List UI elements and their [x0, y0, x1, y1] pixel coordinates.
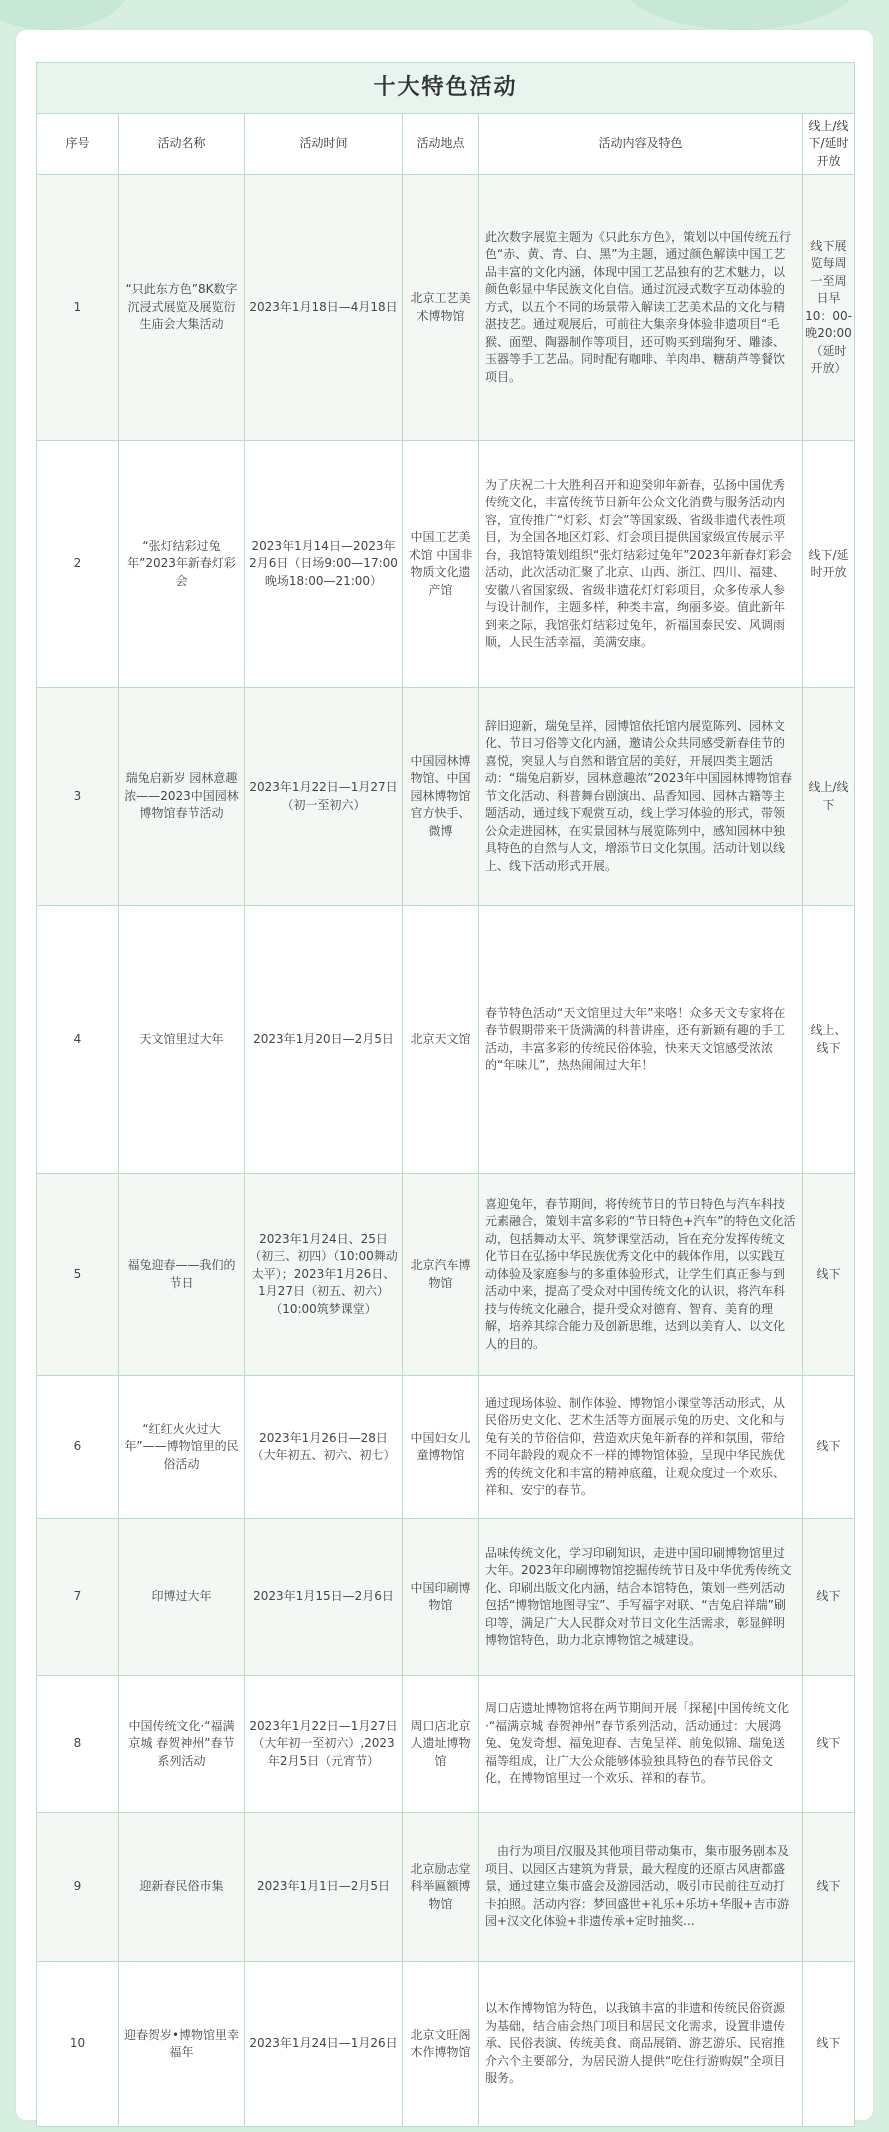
activity-mode: 线下: [803, 1376, 855, 1519]
activity-name: 迎新春民俗市集: [119, 1813, 245, 1962]
activity-name: “张灯结彩过兔年”2023年新春灯彩会: [119, 441, 245, 688]
activity-place: 中国印刷博物馆: [403, 1519, 479, 1676]
activity-name: 印博过大年: [119, 1519, 245, 1676]
activity-content: 辞旧迎新，瑞兔呈祥，园博馆依托馆内展览陈列、园林文化、节日习俗等文化内涵，邀请公众共同感受新春佳节的喜悦，突显人与自然和谐宜居的美好，开展四类主题活动：“瑞兔启新岁，园林意趣浓”2023年中国园林博物馆春节文化活动、科普舞台剧演出、品香知园、园林古籍等主题活动，通过线下观赏互动，线上学习体验的形式，带领公众走进园林，在实景园林与展览陈列中，感知园林中独具特色的自然与人文，增添节日文化氛围。活动计划以线上、线下活动形式开展。: [479, 688, 803, 906]
row-index: 4: [37, 906, 119, 1174]
activity-content: 此次数字展览主题为《只此东方色》，策划以中国传统五行色“赤、黄、青、白、黑”为主题，通过颜色解读中国工艺品丰富的文化内涵，体现中国工艺品独有的艺术魅力，以颜色彰显中华民族文化自信。通过沉浸式数字互动体验的方式，以五个不同的场景带入解读工艺美术品的文化与精湛技艺。通过观展后，可前往大集亲身体验非遗项目“毛猴、面塑、陶器制作等项目，还可购买到瑞狗牙、雕漆、玉器等手工艺品。同时配有咖啡、羊肉串、糖葫芦等餐饮项目。: [479, 175, 803, 441]
activity-content: 周口店遗址博物馆将在两节期间开展「探秘|中国传统文化·“福满京城 春贺神州”春节系列活动，活动通过：大展鸿兔、兔发奇想、福兔迎春、吉兔呈祥、前兔似锦、瑞兔送福等组成，让广大公众能够体验独具特色的春节民俗文化，在博物馆里过一个欢乐、祥和的春节。: [479, 1676, 803, 1813]
activity-time: 2023年1月22日—1月27日（大年初一至初六）,2023年2月5日（元宵节）: [245, 1676, 403, 1813]
activity-content: 通过现场体验、制作体验、博物馆小课堂等活动形式，从民俗历史文化、艺术生活等方面展示兔的历史、文化和与兔有关的节俗信仰，营造欢庆兔年新春的祥和氛围，带给不同年龄段的观众不一样的博物馆体验，呈现中华民族优秀的传统文化和丰富的精神底蕴，让观众度过一个欢乐、祥和、安宁的春节。: [479, 1376, 803, 1519]
activity-name: 中国传统文化·“福满京城 春贺神州”春节系列活动: [119, 1676, 245, 1813]
activity-time: 2023年1月1日—2月5日: [245, 1813, 403, 1962]
activity-name: 天文馆里过大年: [119, 906, 245, 1174]
activity-time: 2023年1月24日、25日（初三、初四）（10:00舞动太平）；2023年1月26日、1月27日（初五、初六）（10:00筑梦课堂）: [245, 1174, 403, 1376]
activity-place: 北京文旺阁木作博物馆: [403, 1962, 479, 2127]
activity-mode: 线上、线下: [803, 906, 855, 1174]
header-row: [37, 114, 855, 175]
activity-content: 春节特色活动“天文馆里过大年”来咯！众多天文专家将在春节假期带来干货满满的科普讲座，还有新颖有趣的手工活动，丰富多彩的传统民俗体验，快来天文馆感受浓浓的“年味儿”，热热闹闹过大年！: [479, 906, 803, 1174]
activity-content: 为了庆祝二十大胜利召开和迎癸卯年新春，弘扬中国优秀传统文化，丰富传统节日新年公众文化消费与服务活动内容，宣传推广“灯彩、灯会”等国家级、省级非遗代表性项目，为全国各地区灯彩、灯会项目提供国家级宣传展示平台，我馆特策划组织“张灯结彩过兔年”2023年新春灯彩会活动，此次活动汇聚了北京、山西、浙江、四川、福建、安徽八省国家级、省级非遗花灯灯彩项目，众多传承人参与设计制作，主题多样，种类丰富，绚丽多姿。值此新年到来之际，我馆张灯结彩过兔年，祈福国泰民安、风调雨顺，人民生活幸福，美满安康。: [479, 441, 803, 688]
activity-time: 2023年1月20日—2月5日: [245, 906, 403, 1174]
activity-content: 喜迎兔年，春节期间，将传统节日的节日特色与汽车科技元素融合，策划丰富多彩的“节日特色+汽车”的特色文化活动，包括舞动太平、筑梦课堂活动，旨在充分发挥传统文化节日在弘扬中华民族优秀文化中的载体作用，以实践互动体验及家庭参与的多重体验形式，让学生们真正参与到活动中来，提高了受众对中国传统文化的认识，将汽车科技与传统文化融合，提升受众对德育、智育、美育的理解，培养其综合能力及创新思维，达到以美育人、以文化人的目的。: [479, 1174, 803, 1376]
activity-place: 北京工艺美术博物馆: [403, 175, 479, 441]
activity-place: 北京励志堂科举匾额博物馆: [403, 1813, 479, 1962]
activity-time: 2023年1月22日—1月27日（初一至初六）: [245, 688, 403, 906]
table-row: [37, 1174, 855, 1376]
activity-mode: 线下: [803, 1962, 855, 2127]
activity-content: 以木作博物馆为特色，以我镇丰富的非遗和传统民俗资源为基础，结合庙会热门项目和居民文化需求，设置非遗传承、民俗表演、传统美食、商品展销、游艺游乐、民宿推介六个主要部分，为居民游人提供“吃住行游购娱”全项目服务。: [479, 1962, 803, 2127]
activity-content: 由行为项目/汉服及其他项目带动集市，集市服务剧本及项目、以园区古建筑为背景，最大程度的还原古风唐都盛景，通过建立集市盛会及游园活动，吸引市民前往互动打卡拍照。活动内容：梦回盛世+礼乐+乐坊+华服+吉市游园+汉文化体验+非遗传承+定时抽奖...: [479, 1813, 803, 1962]
activity-time: 2023年1月24日—1月26日: [245, 1962, 403, 2127]
row-index: 8: [37, 1676, 119, 1813]
row-index: 1: [37, 175, 119, 441]
activity-mode: 线下展览每周一至周日早10：00-晚20:00（延时开放）: [803, 175, 855, 441]
row-index: 5: [37, 1174, 119, 1376]
activity-name: 福兔迎春——我们的节日: [119, 1174, 245, 1376]
row-index: 2: [37, 441, 119, 688]
activity-time: 2023年1月15日—2月6日: [245, 1519, 403, 1676]
table-row: [37, 175, 855, 441]
table-row: [37, 1962, 855, 2127]
decorative-circle: [620, 0, 860, 30]
row-index: 7: [37, 1519, 119, 1676]
activity-mode: 线下: [803, 1174, 855, 1376]
col-header-time: 活动时间: [245, 114, 403, 175]
activity-content: 品味传统文化，学习印刷知识，走进中国印刷博物馆里过大年。2023年印刷博物馆挖掘传统节日及中华优秀传统文化、印刷出版文化内涵，结合本馆特色，策划一些列活动包括“博物馆地图寻宝”、手写福字对联、“吉兔启祥瑞”刷印等，满足广大人民群众对节日文化生活需求，彰显鲜明博物馆特色，助力北京博物馆之城建设。: [479, 1519, 803, 1676]
col-header-mode: 线上/线下/延时开放: [803, 114, 855, 175]
activities-table: [36, 62, 855, 2127]
row-index: 9: [37, 1813, 119, 1962]
row-index: 3: [37, 688, 119, 906]
activity-time: 2023年1月26日—28日（大年初五、初六、初七）: [245, 1376, 403, 1519]
activity-place: 北京汽车博物馆: [403, 1174, 479, 1376]
activity-name: 迎春贺岁•博物馆里幸福年: [119, 1962, 245, 2127]
col-header-place: 活动地点: [403, 114, 479, 175]
activity-place: 中国妇女儿童博物馆: [403, 1376, 479, 1519]
activity-mode: 线下: [803, 1676, 855, 1813]
table-row: [37, 1676, 855, 1813]
activity-place: 中国园林博物馆、中国园林博物馆官方快手、微博: [403, 688, 479, 906]
table-row: [37, 688, 855, 906]
activity-mode: 线下: [803, 1519, 855, 1676]
row-index: 6: [37, 1376, 119, 1519]
table-title: 十大特色活动: [37, 63, 855, 114]
row-index: 10: [37, 1962, 119, 2127]
table-row: [37, 1376, 855, 1519]
activity-mode: 线下/延时开放: [803, 441, 855, 688]
activity-place: 周口店北京人遗址博物馆: [403, 1676, 479, 1813]
activity-name: “红红火火过大年”——博物馆里的民俗活动: [119, 1376, 245, 1519]
col-header-content: 活动内容及特色: [479, 114, 803, 175]
col-header-index: 序号: [37, 114, 119, 175]
activity-place: 北京天文馆: [403, 906, 479, 1174]
activity-mode: 线上/线下: [803, 688, 855, 906]
activity-name: “只此东方色”8K数字沉浸式展览及展览衍生庙会大集活动: [119, 175, 245, 441]
table-row: [37, 906, 855, 1174]
activity-name: 瑞兔启新岁 园林意趣浓——2023中国园林博物馆春节活动: [119, 688, 245, 906]
table-row: [37, 1519, 855, 1676]
decorative-circle: [0, 0, 130, 30]
table-row: [37, 1813, 855, 1962]
activity-time: 2023年1月14日—2023年2月6日（日场9:00—17:00晚场18:00—21:00）: [245, 441, 403, 688]
table-row: [37, 441, 855, 688]
activity-time: 2023年1月18日—4月18日: [245, 175, 403, 441]
activity-place: 中国工艺美术馆 中国非物质文化遗产馆: [403, 441, 479, 688]
col-header-name: 活动名称: [119, 114, 245, 175]
activity-mode: 线下: [803, 1813, 855, 1962]
